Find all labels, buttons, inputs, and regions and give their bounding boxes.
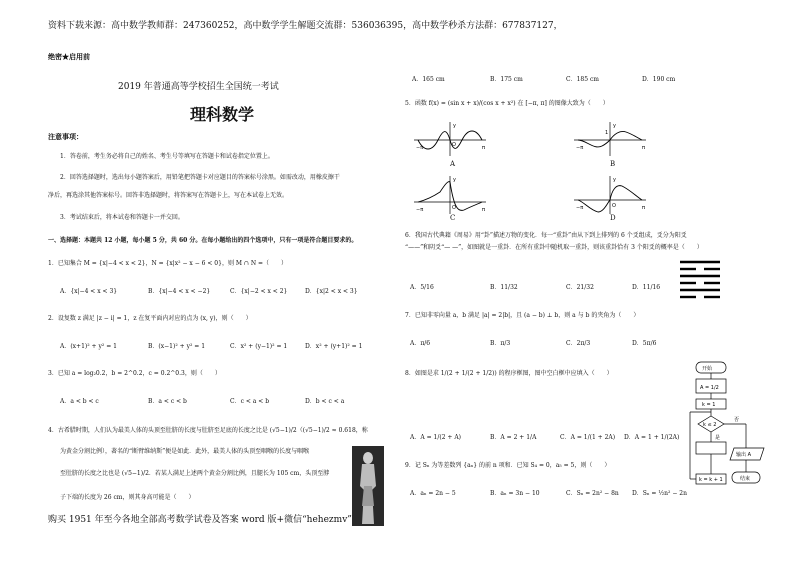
venus-statue-image <box>352 446 384 526</box>
q3-stem: 3．已知 a = log₂0.2，b = 2^0.2，c = 0.2^0.3，则（ ） <box>48 370 221 377</box>
flowchart-end-label: 结束 <box>740 476 751 482</box>
q5-graph-b <box>570 118 650 158</box>
q7-opt-d: D．5π/6 <box>632 340 657 347</box>
note-1: 1．答卷前，考生务必将自己的姓名、考生号等填写在答题卡和试卷指定位置上。 <box>60 153 274 160</box>
q8-opt-c: C．A = 1/(1 + 2A) <box>560 434 616 441</box>
q6-opt-c: C．21/32 <box>566 284 594 291</box>
notes-heading: 注意事项： <box>48 132 83 141</box>
q8-opt-a: A．A = 1/(2 + A) <box>410 434 462 441</box>
q4-opt-a: A．165 cm <box>412 76 445 83</box>
flowchart-k-init-label: k = 1 <box>702 402 716 408</box>
q1-stem: 1．已知集合 M = {x|−4 < x < 2}，N = {x|x² − x − 6 < 0}，则 M ∩ N =（ ） <box>48 260 288 267</box>
secret-mark: 绝密★启用前 <box>48 52 90 61</box>
flowchart-start-label: 开始 <box>702 366 713 372</box>
q5-stem: 5．函数 f(x) = (sin x + x)/(cos x + x²) 在 [−π, π] 的图像大致为（ ） <box>405 100 609 107</box>
q1-opt-b: B．{x|−4 < x < −2} <box>148 288 211 295</box>
q3-opt-d: D．b < c < a <box>305 398 345 405</box>
q8-opt-d: D．A = 1 + 1/(2A) <box>624 434 680 441</box>
flowchart-cond-label: k ≤ 2 <box>703 422 717 428</box>
q7-opt-a: A．π/6 <box>410 340 431 347</box>
q9-opt-b: B．aₙ = 3n − 10 <box>490 490 540 497</box>
q6-opt-b: B．11/32 <box>490 284 518 291</box>
q1-opt-d: D．{x|2 < x < 3} <box>305 288 358 295</box>
graph-c-origin: O <box>452 205 456 211</box>
graph-b-one: 1 <box>605 130 609 136</box>
exam-title: 2019 年普通高等学校招生全国统一考试 <box>118 82 279 92</box>
graph-b-neg-pi: −π <box>576 145 584 151</box>
q7-stem: 7．已知非零向量 a，b 满足 |a| = 2|b|，且 (a − b) ⊥ b，则 a 与 b 的夹角为（ ） <box>405 312 640 319</box>
flowchart <box>688 360 772 496</box>
graph-a-letter: A <box>450 160 456 168</box>
graph-b-pi: π <box>642 145 646 151</box>
q4-line-3: 至肚脐的长度之比也是 (√5−1)/2．若某人满足上述两个黄金分割比例，且腿长为 105 cm，头顶至脖 <box>60 470 330 477</box>
section-heading: 一、选择题：本题共 12 小题，每小题 5 分，共 60 分。在每小题给出的四个选项中，只有一项是符合题目要求的。 <box>48 237 358 244</box>
graph-d-y-label: y <box>613 177 616 183</box>
flowchart-yes-label: 是 <box>715 435 721 441</box>
q5-graph-c <box>410 172 490 216</box>
flowchart-no-label: 否 <box>734 417 740 423</box>
graph-b-y-label: y <box>613 123 616 129</box>
q9-opt-d: D．Sₙ = ½n² − 2n <box>632 490 687 497</box>
q6-line-2: “——”和阴爻“— —”，如图就是一重卦．在所有重卦中随机取一重卦，则该重卦恰有 3 个阳爻的概率是（ ） <box>405 244 703 251</box>
q3-opt-b: B．a < c < b <box>148 398 187 405</box>
hexagram-figure <box>676 258 724 302</box>
q4-opt-d: D．190 cm <box>642 76 676 83</box>
q2-opt-b: B．(x−1)² + y² = 1 <box>148 343 206 350</box>
flowchart-init-label: A = 1/2 <box>700 385 719 391</box>
q4-line-4: 子下端的长度为 26 cm，则其身高可能是（ ） <box>60 494 195 501</box>
q2-stem: 2．设复数 z 满足 |z − i| = 1，z 在复平面内对应的点为 (x, y)，则（ ） <box>48 315 252 322</box>
graph-c-y-label: y <box>453 177 456 183</box>
q9-opt-a: A．aₙ = 2n − 5 <box>410 490 456 497</box>
q6-opt-a: A．5/16 <box>410 284 434 291</box>
q2-opt-d: D．x² + (y+1)² = 1 <box>305 343 363 350</box>
graph-d-letter: D <box>610 214 616 222</box>
note-2: 2．回答选择题时，选出每小题答案后，用铅笔把答题卡对应题目的答案标号涂黑。如需改动，用橡皮擦干 <box>60 174 340 181</box>
q4-line-2: 为黄金分割比例），著名的“断臂维纳斯”便是如此．此外，最美人体的头顶至咽喉的长度与咽喉 <box>60 448 310 455</box>
flowchart-incr-label: k = k + 1 <box>699 477 723 483</box>
graph-c-letter: C <box>450 214 456 222</box>
q6-opt-d: D．11/16 <box>632 284 661 291</box>
q4-opt-c: C．185 cm <box>566 76 600 83</box>
graph-c-pi: π <box>482 207 486 213</box>
graph-a-origin: O <box>452 142 456 148</box>
graph-d-origin: O <box>612 203 616 209</box>
subject-title: 理科数学 <box>190 105 255 124</box>
q1-opt-a: A．{x|−4 < x < 3} <box>60 288 118 295</box>
q7-opt-b: B．π/3 <box>490 340 511 347</box>
graph-a-y-label: y <box>453 123 456 129</box>
q6-line-1: 6．我国古代典籍《周易》用“卦”描述万物的变化．每一“重卦”由从下到上排列的 6 个爻组成，爻分为阳爻 <box>405 232 687 239</box>
q8-opt-b: B．A = 2 + 1/A <box>490 434 537 441</box>
graph-a-pi: π <box>482 145 486 151</box>
q3-opt-a: A．a < b < c <box>60 398 99 405</box>
graph-d-pi: π <box>642 205 646 211</box>
q5-graph-d <box>570 172 650 216</box>
q5-graph-a <box>410 118 490 158</box>
note-3: 3．考试结束后，将本试卷和答题卡一并交回。 <box>60 214 184 221</box>
flowchart-output-label: 输出 A <box>736 452 752 458</box>
q8-line-1: 8．如图是求 1/(2 + 1/(2 + 1/2)) 的程序框图，图中空白框中应填入（ ） <box>405 370 613 377</box>
q3-opt-c: C．c < a < b <box>230 398 270 405</box>
q2-opt-c: C．x² + (y−1)² = 1 <box>230 343 288 350</box>
note-2-cont: 净后，再选涂其他答案标号。回答非选择题时，将答案写在答题卡上，写在本试卷上无效。 <box>48 192 289 199</box>
header-source-line: 资料下载来源：高中数学教师群：247360252，高中数学学生解题交流群：536036395，高中数学秒杀方法群：677837127， <box>48 21 563 31</box>
q9-opt-c: C．Sₙ = 2n² − 8n <box>566 490 619 497</box>
footer-ad-line: 购买 1951 年至今各地全部高考数学试卷及答案 word 版+微信“hehezmv” <box>48 515 352 525</box>
graph-d-neg-pi: −π <box>576 205 584 211</box>
graph-b-letter: B <box>610 160 616 168</box>
q7-opt-c: C．2π/3 <box>566 340 591 347</box>
q9-stem: 9．记 Sₙ 为等差数列 {aₙ} 的前 n 项和．已知 S₄ = 0，a₅ = 5，则（ ） <box>405 462 611 469</box>
q4-line-1: 4．古希腊时期，人们认为最美人体的头顶至肚脐的长度与肚脐至足底的长度之比是 (√5−1)/2（(√5−1)/2 ≈ 0.618，称 <box>48 427 368 434</box>
graph-a-neg-pi: −π <box>416 145 424 151</box>
flowchart-blank-box <box>696 442 726 454</box>
q4-opt-b: B．175 cm <box>490 76 523 83</box>
q2-opt-a: A．(x+1)² + y² = 1 <box>60 343 117 350</box>
q1-opt-c: C．{x|−2 < x < 2} <box>230 288 288 295</box>
graph-c-neg-pi: −π <box>416 207 424 213</box>
